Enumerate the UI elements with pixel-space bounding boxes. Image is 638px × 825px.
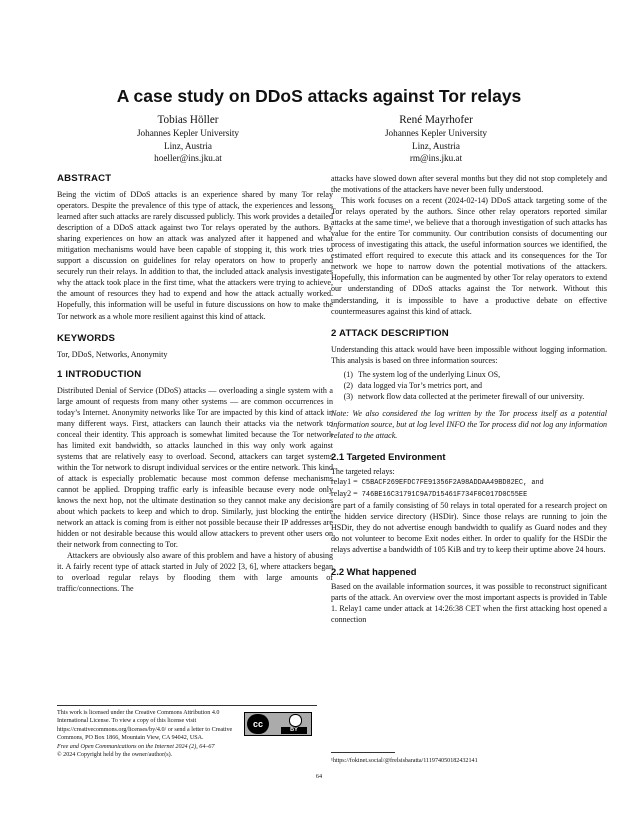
footnote-link[interactable]: ¹https://fokinet.social/@frelsisbaratta/111974050182432141	[331, 758, 478, 764]
intro-paragraph-3: This work focuses on a recent (2024-02-14) DDoS attack targeting some of the Tor relays operated by the authors. Since other relay operators reported similar attacks at the same time¹, we believe that a thorough investigation of such attacks has value for the entire Tor community. Our contribution consists of documenting our process of investigating this attack, the useful information sources we identified, the estimated effort required to execute this attack and its consequences for the Tor network we hope to narrow down the potential motivations of the attackers. Hopefully, this information can be augmented by other Tor relay operators to extend our understanding of DDoS attacks against the Tor network. Without this understanding, it is impossible to have a productive debate on effective countermeasures against this kind of attack.	[331, 196, 607, 316]
introduction-heading: 1 INTRODUCTION	[57, 368, 142, 380]
relay-fingerprint-2: relay2 = 746BE16C31791C9A7D15461F734F0C017D0C55EE	[331, 488, 528, 499]
footnote-rule	[331, 752, 395, 753]
abstract-heading: ABSTRACT	[57, 173, 112, 184]
author-location: Linz, Austria	[164, 140, 212, 151]
license-text: This work is licensed under the Creative Commons Attribution 4.0 International License. To view a copy of this license visit https://creativecommons.org/licenses/by/4.0/ or send a letter to Creative Commons, PO Box 1866, Mountain View, CA 94042, USA.	[57, 710, 233, 742]
author-location: Linz, Austria	[412, 140, 460, 151]
intro-paragraph-2-continued: attacks have slowed down after several months but they did not stop completely and the motivations of the attackers have never been fully understood.	[331, 174, 607, 195]
license-block	[57, 705, 317, 759]
footnote	[331, 752, 607, 765]
author-2	[306, 113, 566, 165]
abstract-text: Being the victim of DDoS attacks is an experience shared by many Tor relay operators. Despite the prevalence of this type of attack, the experiences and lessons learned after such attacks are rarely discussed publicly. This work provides a detailed description of a DDoS attack against two Tor relays operated by the authors. By sharing experiences on how an attack was analyzed after it happened and what mitigation mechanisms would have been capable of stopping it, this work tries to support a discussion on guidelines for relay operators on how to properly and securely run their relays. In addition to that, the included attack analysis investigates why the attack took place in the first time, what the attackers were trying to achieve, the amount of resources they had to expend and how the attack actually worked. Hopefully, this information will be useful in future discussions on how to make the Tor network as a whole more resilient against this kind of attack.	[57, 190, 333, 321]
page-number: 64	[315, 773, 323, 780]
targeted-environment-heading: 2.1 Targeted Environment	[331, 450, 446, 462]
by-label: BY	[281, 727, 307, 734]
attack-intro: Understanding this attack would have been impossible without logging information. This analysis is based on three information sources:	[331, 344, 607, 365]
relay-fingerprint-1: relay1 = C5BACF269EFDC7FE91356F2A98ADDAA49BD82EC, and	[331, 477, 544, 488]
person-icon	[289, 714, 302, 727]
author-email[interactable]: hoeller@ins.jku.at	[154, 153, 222, 164]
author-1	[58, 113, 318, 165]
paper-title: A case study on DDoS attacks against Tor relays	[116, 86, 522, 106]
author-name: René Mayrhofer	[399, 114, 473, 126]
by-attribution-icon	[281, 714, 307, 734]
list-item: (3) network flow data collected at the perimeter firewall of our university.	[343, 391, 585, 401]
targeted-lead: The targeted relays:	[331, 467, 395, 477]
attack-description-heading: 2 ATTACK DESCRIPTION	[331, 327, 449, 339]
keywords-heading: KEYWORDS	[57, 332, 116, 344]
intro-paragraph-2: Attackers are obviously also aware of this problem and have a history of abusing it. A fairly recent type of attack started in July of 2022 [3, 6], where attackers began to overload regular relays by flooding them with large amounts of traffic/connections. The	[57, 551, 333, 594]
targeted-text: are part of a family consisting of 50 relays in total operated for a research project on the hidden service directory (HSDir). Since those relays are running to join the HSDir, they do not advertise enough bandwidth to qualify as Guard nodes and they do not volunteer to become Exit nodes either. In order to qualify for the HSDir the relays advertise a bandwidth of 105 KiB and try to keep their uptime above 24 hours.	[331, 501, 607, 555]
intro-paragraph-1: Distributed Denial of Service (DDoS) attacks — overloading a single system with a large amount of requests from many other systems — are common occurrences in today’s Internet. Anonymity networks like Tor are impacted by this kind of attack in many different ways. First, attackers can launch their attacks via the network to conceal their identity. This approach is somewhat limited because the Tor network has limited exit bandwidth, so attacks launched in this way only work against systems that are relatively easy to overload. Second, attackers can target systems within the Tor network to disrupt individual services or the entire network. This kind of attack is especially problematic because most common defense mechanisms cannot be applied. Dropping traffic early is infeasible because every node only knows the next hop, not the ultimate destination so they cannot make any decisions about which packets to keep and which to drop. Similarly, just blocking the entire network an attack is coming from is either not possible because their IP addresses are hidden or not desirable because this would allow attackers to prevent other users on their network from connecting to Tor.	[57, 385, 333, 550]
author-email[interactable]: rm@ins.jku.at	[409, 153, 463, 164]
information-sources-list	[331, 369, 607, 402]
list-item: (2) data logged via Tor’s metrics port, and	[343, 380, 483, 390]
list-item: (1) The system log of the underlying Linux OS,	[343, 369, 501, 379]
what-happened-heading: 2.2 What happened	[331, 565, 417, 577]
cc-logo-icon: cc	[247, 714, 269, 734]
left-column	[57, 173, 333, 595]
cc-by-badge[interactable]	[244, 712, 312, 736]
copyright-line: © 2024 Copyright held by the owner/author(s).	[57, 752, 173, 759]
author-name: Tobias Höller	[157, 114, 219, 126]
venue-line: Free and Open Communications on the Internet 2024 (2), 64–67	[57, 743, 215, 750]
what-happened-text: Based on the available information sources, it was possible to reconstruct significant parts of the attack. An overview over the most important aspects is provided in Table 1. Relay1 came under attack at 14:26:38 CET when the first attacking host opened a connection	[331, 581, 607, 624]
author-affiliation: Johannes Kepler University	[384, 128, 488, 138]
attack-note: Note: We also considered the log written by the Tor process itself as a potential information source, but at log level INFO the Tor process did not log any information related to the attack.	[331, 408, 607, 440]
keywords-text: Tor, DDoS, Networks, Anonymity	[57, 349, 168, 359]
author-affiliation: Johannes Kepler University	[136, 128, 240, 138]
right-column	[331, 173, 607, 625]
